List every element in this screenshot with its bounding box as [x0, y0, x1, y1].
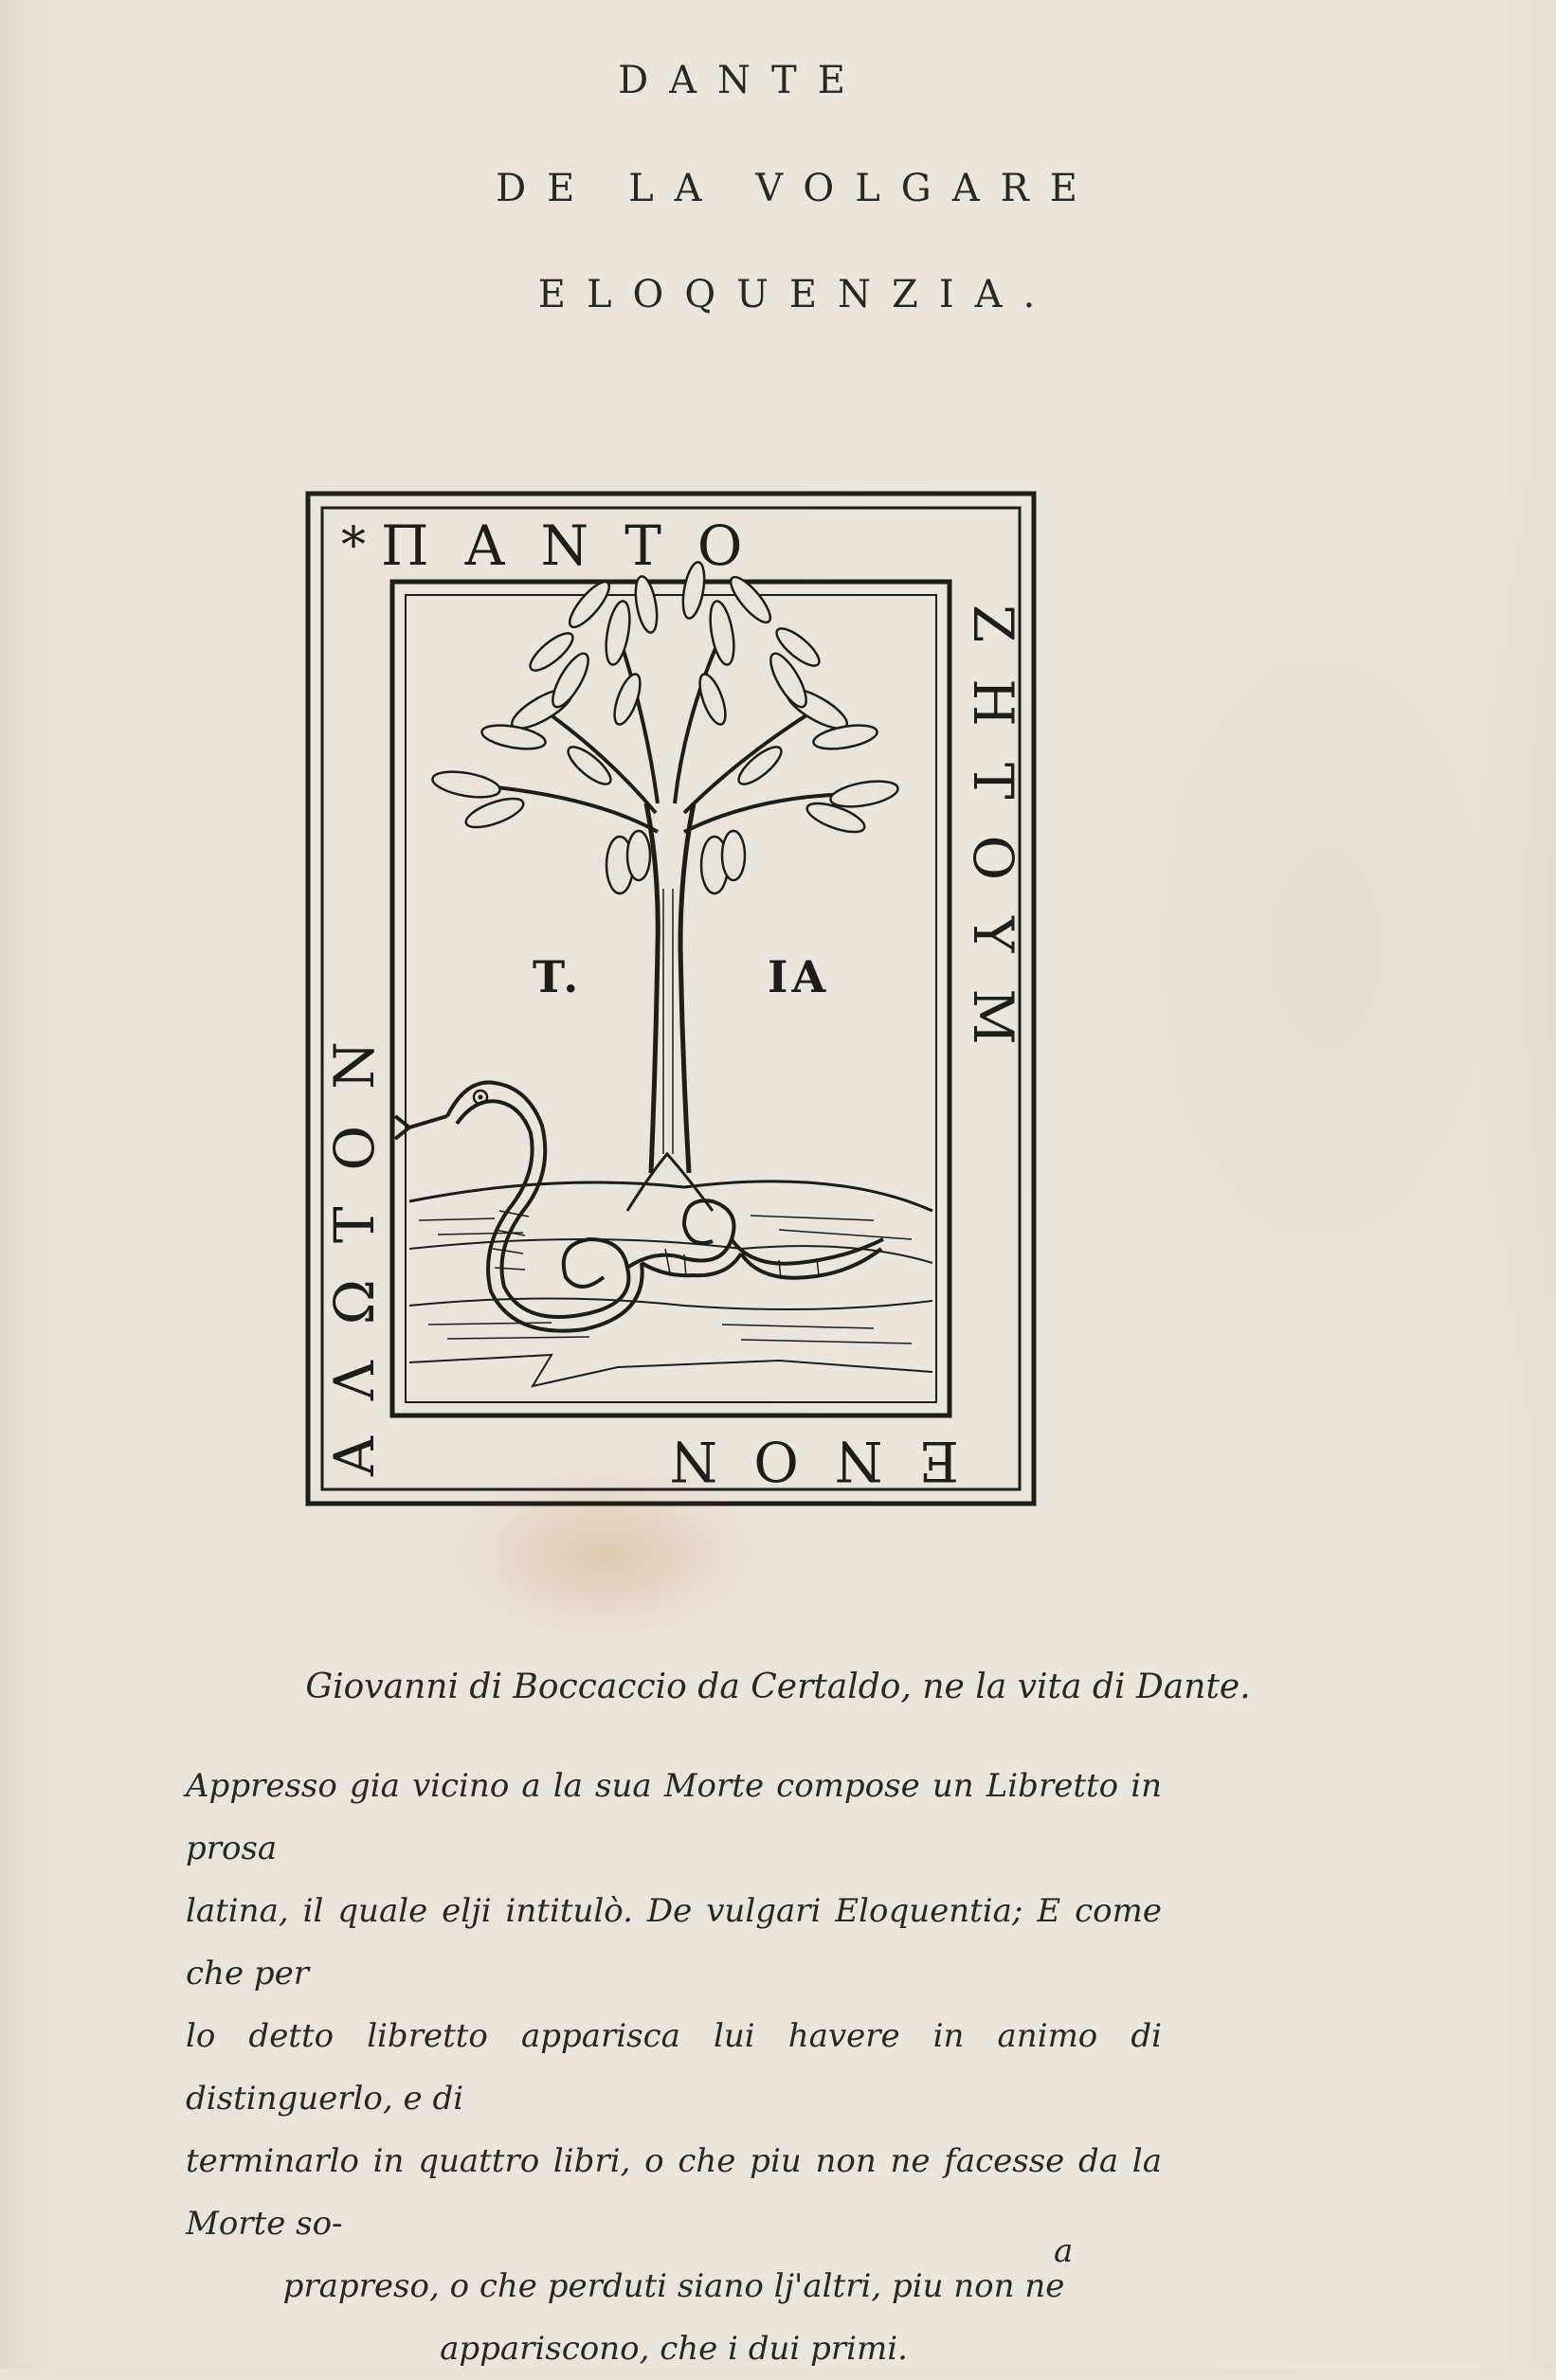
body-line: Appresso gia vicino a la sua Morte compose un Libretto in prosa — [186, 1767, 1162, 1867]
woodcut-emblem — [305, 491, 1037, 1506]
title-line-3: ELOQUENZIA. — [537, 273, 1057, 316]
emblem-inscription-left: ΑΛΩΤΟΝ — [322, 1005, 387, 1476]
signature-mark: a — [1054, 2232, 1074, 2270]
body-line: lo detto libretto apparisca lui havere in animo di distinguerlo, e di — [186, 2017, 1162, 2118]
emblem-inscription-right: ΖΗΤΟΥΜ — [961, 604, 1025, 1081]
body-paragraph — [186, 1755, 1162, 2380]
emblem-inscription-bottom: ΕΝΟΝ — [633, 1429, 959, 1493]
body-line: terminarlo in quattro libri, o che piu non ne facesse da la Morte so- — [186, 2142, 1162, 2243]
star-mark: * — [341, 517, 366, 574]
caption: Giovanni di Boccaccio da Certaldo, ne la vita di Dante. — [305, 1668, 1251, 1706]
emblem-letters-left: T. — [533, 951, 583, 1002]
emblem-drawing — [305, 491, 1037, 1506]
emblem-inscription-top: ΠΑΝΤΟ — [381, 514, 779, 578]
title-line-2: DE LA VOLGARE — [496, 167, 1098, 210]
body-line: prapreso, o che perduti siano lj'altri, piu non ne — [282, 2267, 1065, 2305]
body-line: latina, il quale elji intitulò. De vulgari Eloquentia; E come che per — [186, 1892, 1162, 1992]
title-line-1: DANTE — [618, 59, 866, 102]
body-line: appariscono, che i dui primi. — [440, 2330, 908, 2368]
emblem-letters-right: IA — [768, 951, 830, 1002]
